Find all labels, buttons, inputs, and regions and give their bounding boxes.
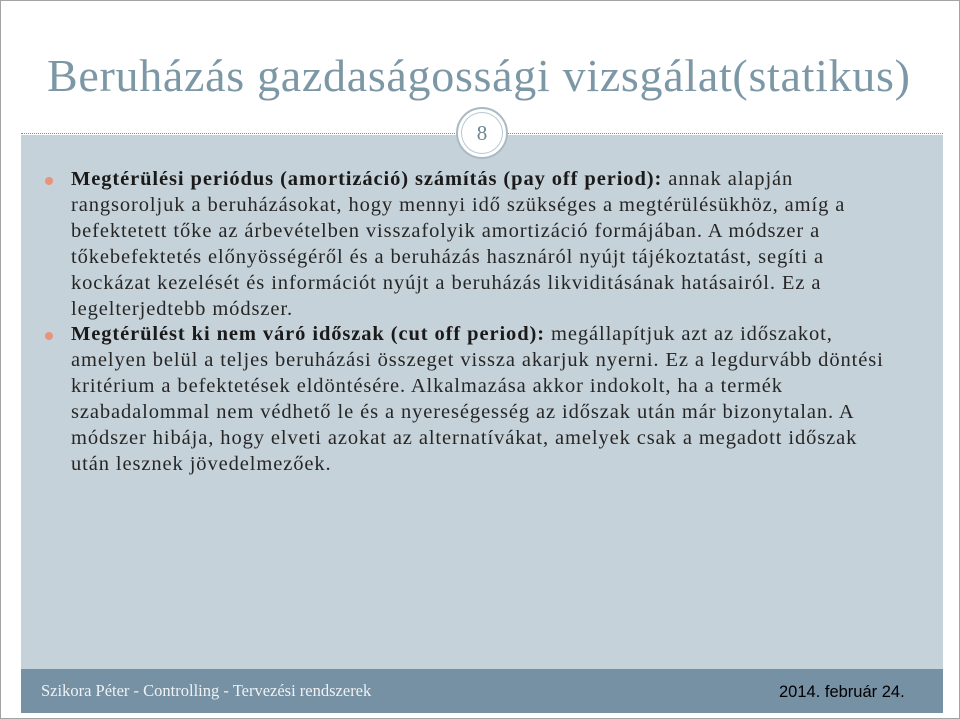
- bullet-text-line: legelterjedtebb módszer.: [71, 297, 293, 320]
- bullet-text-line: kockázat kezelését és információt nyújt a beruházás likviditásának hatásairól. Ez a: [71, 271, 822, 294]
- bullet-item: [71, 167, 941, 322]
- bullet-text-line: rangsoroljuk a beruházásokat, hogy mennyi idő szükséges a megtérülésükhöz, amíg a: [71, 193, 846, 216]
- bullet-text-line: után lesznek jövedelmezőek.: [71, 452, 332, 475]
- bullet-item: [71, 322, 941, 477]
- footer-bar: [21, 669, 943, 713]
- bullet-text-line: befektetett tőke az árbevételben visszafolyik amortizáció formájában. A módszer a: [71, 219, 821, 242]
- bullet-first-line: [71, 167, 941, 193]
- bullet-dot: [45, 177, 53, 185]
- bullet-text-line: módszer hibája, hogy elveti azokat az alternatívákat, amelyek csak a megadott időszak: [71, 427, 858, 450]
- bullet-heading: Megtérülési periódus (amortizáció) számítás (pay off period):: [71, 168, 663, 190]
- bullet-text-line: kritérium a befektetések eldöntésére. Alkalmazása akkor indokolt, ha a termék: [71, 375, 783, 398]
- bullet-heading: Megtérülést ki nem váró időszak (cut off period):: [71, 323, 545, 346]
- bullet-first-line: [71, 322, 941, 348]
- bullet-text-line: amelyen belül a teljes beruházási összeget vissza akarjuk nyerni. Ez a legdurvább döntési: [71, 349, 884, 372]
- page-number-badge: [456, 107, 508, 159]
- bullet-text-line: tőkebefektetés előnyösségéről és a beruházás hasznáról nyújt tájékoztatást, segíti a: [71, 245, 824, 268]
- bullet-list: [71, 167, 941, 478]
- footer-author: Szikora Péter - Controlling - Tervezési rendszerek: [41, 681, 372, 700]
- bullet-text: annak alapján: [668, 168, 794, 190]
- bullet-text: megállapítjuk azt az időszakot,: [550, 323, 833, 346]
- page-number: 8: [476, 121, 488, 145]
- slide-title: Beruházás gazdaságossági vizsgálat(statikus): [47, 50, 911, 101]
- bullet-text-line: szabadalommal nem védhető le és a nyereségesség az időszak után már bizonytalan. A: [71, 401, 855, 424]
- footer-date: 2014. február 24.: [779, 683, 905, 701]
